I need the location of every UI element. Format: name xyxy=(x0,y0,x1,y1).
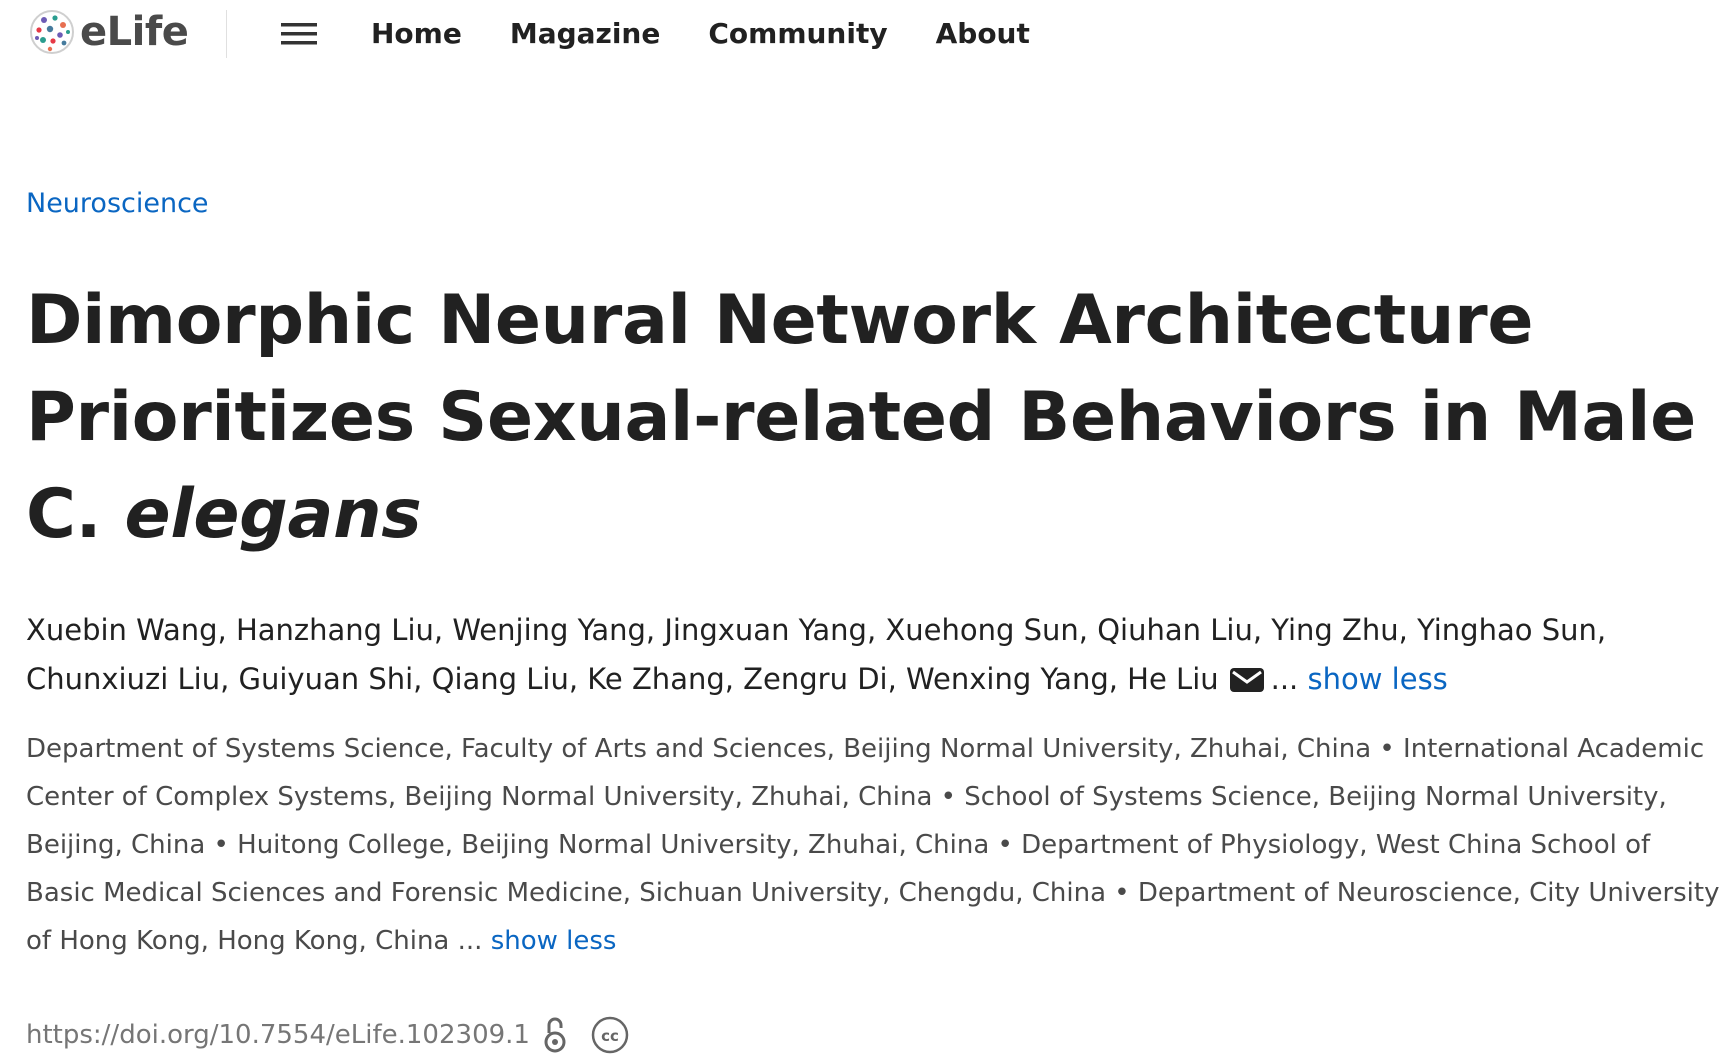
nav-about[interactable]: About xyxy=(935,17,1030,50)
affiliations-ellipsis: ... xyxy=(457,926,483,956)
article-title xyxy=(26,272,1706,563)
nav-community[interactable]: Community xyxy=(708,17,888,50)
logo-text: eLife xyxy=(80,9,189,55)
affiliations-show-less-link[interactable]: show less xyxy=(490,926,617,956)
author-list xyxy=(26,606,1716,704)
affiliation-text: Department of Systems Science, Faculty of Arts and Sciences, Beijing Normal University, Zhuhai, China • International Academic Center of Complex Systems, Beijing Normal University, Zhuhai, China • School of Systems Science, Beijing Normal University, Beijing, China • Huitong College, Beijing Normal University, Zhuhai, China • Department of Physiology, West China School of Basic Medical Sciences and Forensic Medicine, Sichuan University, Chengdu, China • Department of Neuroscience, City University of Hong Kong, Hong Kong, China xyxy=(26,734,1720,956)
nav-magazine[interactable]: Magazine xyxy=(509,17,661,50)
elife-logo[interactable] xyxy=(28,8,188,56)
authors-ellipsis: ... xyxy=(1270,662,1299,696)
svg-text:cc: cc xyxy=(601,1027,619,1045)
title-italic: elegans xyxy=(124,475,422,554)
article-meta xyxy=(26,1015,630,1055)
hamburger-menu-icon[interactable] xyxy=(279,19,319,49)
nav-home[interactable]: Home xyxy=(371,17,462,50)
envelope-icon[interactable] xyxy=(1229,667,1265,693)
affiliation-list xyxy=(26,725,1726,965)
site-header xyxy=(0,0,1728,70)
subject-link[interactable]: Neuroscience xyxy=(26,188,209,219)
title-main: Dimorphic Neural Network Architecture Prioritizes Sexual-related Behaviors in Male C. xyxy=(26,281,1696,554)
main-nav xyxy=(371,14,1030,54)
header-divider xyxy=(226,10,227,58)
open-access-icon xyxy=(542,1015,568,1055)
creative-commons-icon xyxy=(590,1015,630,1055)
doi-link[interactable]: https://doi.org/10.7554/eLife.102309.1 xyxy=(26,1020,530,1050)
author-names: Xuebin Wang, Hanzhang Liu, Wenjing Yang, Jingxuan Yang, Xuehong Sun, Qiuhan Liu, Ying Zhu, Yinghao Sun, Chunxiuzi Liu, Guiyuan Shi, Qiang Liu, Ke Zhang, Zengru Di, Wenxing Yang, He Liu xyxy=(26,613,1607,696)
elife-logo-icon xyxy=(28,8,76,56)
authors-show-less-link[interactable]: show less xyxy=(1307,662,1448,696)
